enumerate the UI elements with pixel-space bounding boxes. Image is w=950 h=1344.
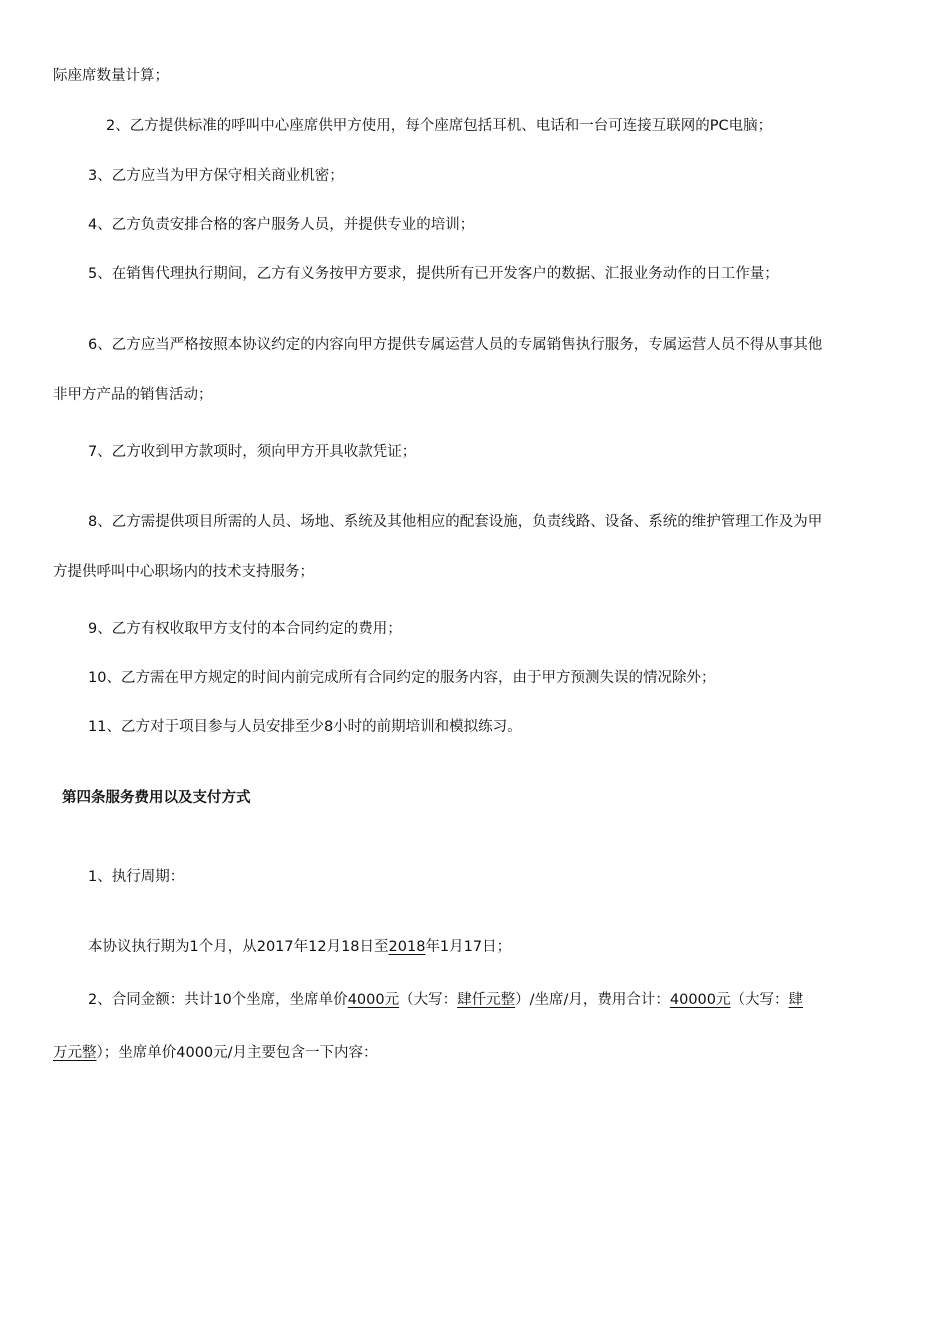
section-heading: 第四条服务费用以及支付方式 [62,790,251,806]
clause-7: 7、乙方收到甲方款项时，须向甲方开具收款凭证； [88,444,417,460]
total-amount-chinese-end: 万元整 [53,1045,97,1061]
clause-8-continued: 方提供呼叫中心职场内的技术支持服务； [53,564,314,580]
unit-price-chinese: 肆仟元整 [457,992,516,1008]
clause-11: 11、乙方对于项目参与人员安排至少8小时的前期培训和模拟练习。 [88,719,522,735]
clause-9: 9、乙方有权收取甲方支付的本合同约定的费用； [88,621,402,637]
clause-5: 5、在销售代理执行期间，乙方有义务按甲方要求，提供所有已开发客户的数据、汇报业务动作的日工作量； [88,266,779,282]
amount-text-4: （大写： [730,992,789,1008]
end-year: 2018 [388,939,426,955]
amount-text-2: （大写： [399,992,458,1008]
amount-line [88,990,803,1010]
total-amount: 40000元 [669,992,731,1008]
amount-text-5: ）；坐席单价4000元/月主要包含一下内容： [96,1045,378,1061]
amount-text-1: 2、合同金额：共计10个坐席，坐席单价 [88,992,348,1008]
paragraph-line: 际座席数量计算； [53,68,169,84]
subsection-1: 1、执行周期： [88,869,185,885]
clause-6: 6、乙方应当严格按照本协议约定的内容向甲方提供专属运营人员的专属销售执行服务，专属运营人员不得从事其他 [88,337,823,353]
clause-6-continued: 非甲方产品的销售活动； [53,387,213,403]
clause-4: 4、乙方负责安排合格的客户服务人员，并提供专业的培训； [88,217,475,233]
amount-text-3: ）/坐席/月，费用合计： [515,992,670,1008]
clause-10: 10、乙方需在甲方规定的时间内前完成所有合同约定的服务内容，由于甲方预测失误的情况除外； [88,670,716,686]
period-text-start: 本协议执行期为1个月，从2017年12月18日至 [88,939,389,955]
clause-8: 8、乙方需提供项目所需的人员、场地、系统及其他相应的配套设施，负责线路、设备、系统的维护管理工作及为甲 [88,514,823,530]
total-amount-chinese-start: 肆 [788,992,804,1008]
amount-line-continued [53,1043,378,1063]
period-line [88,937,511,957]
unit-price: 4000元 [347,992,400,1008]
period-text-end: 年1月17日； [425,939,512,955]
clause-2: 2、乙方提供标准的呼叫中心座席供甲方使用，每个座席包括耳机、电话和一台可连接互联网的PC电脑； [106,118,773,134]
clause-3: 3、乙方应当为甲方保守相关商业机密； [88,168,344,184]
